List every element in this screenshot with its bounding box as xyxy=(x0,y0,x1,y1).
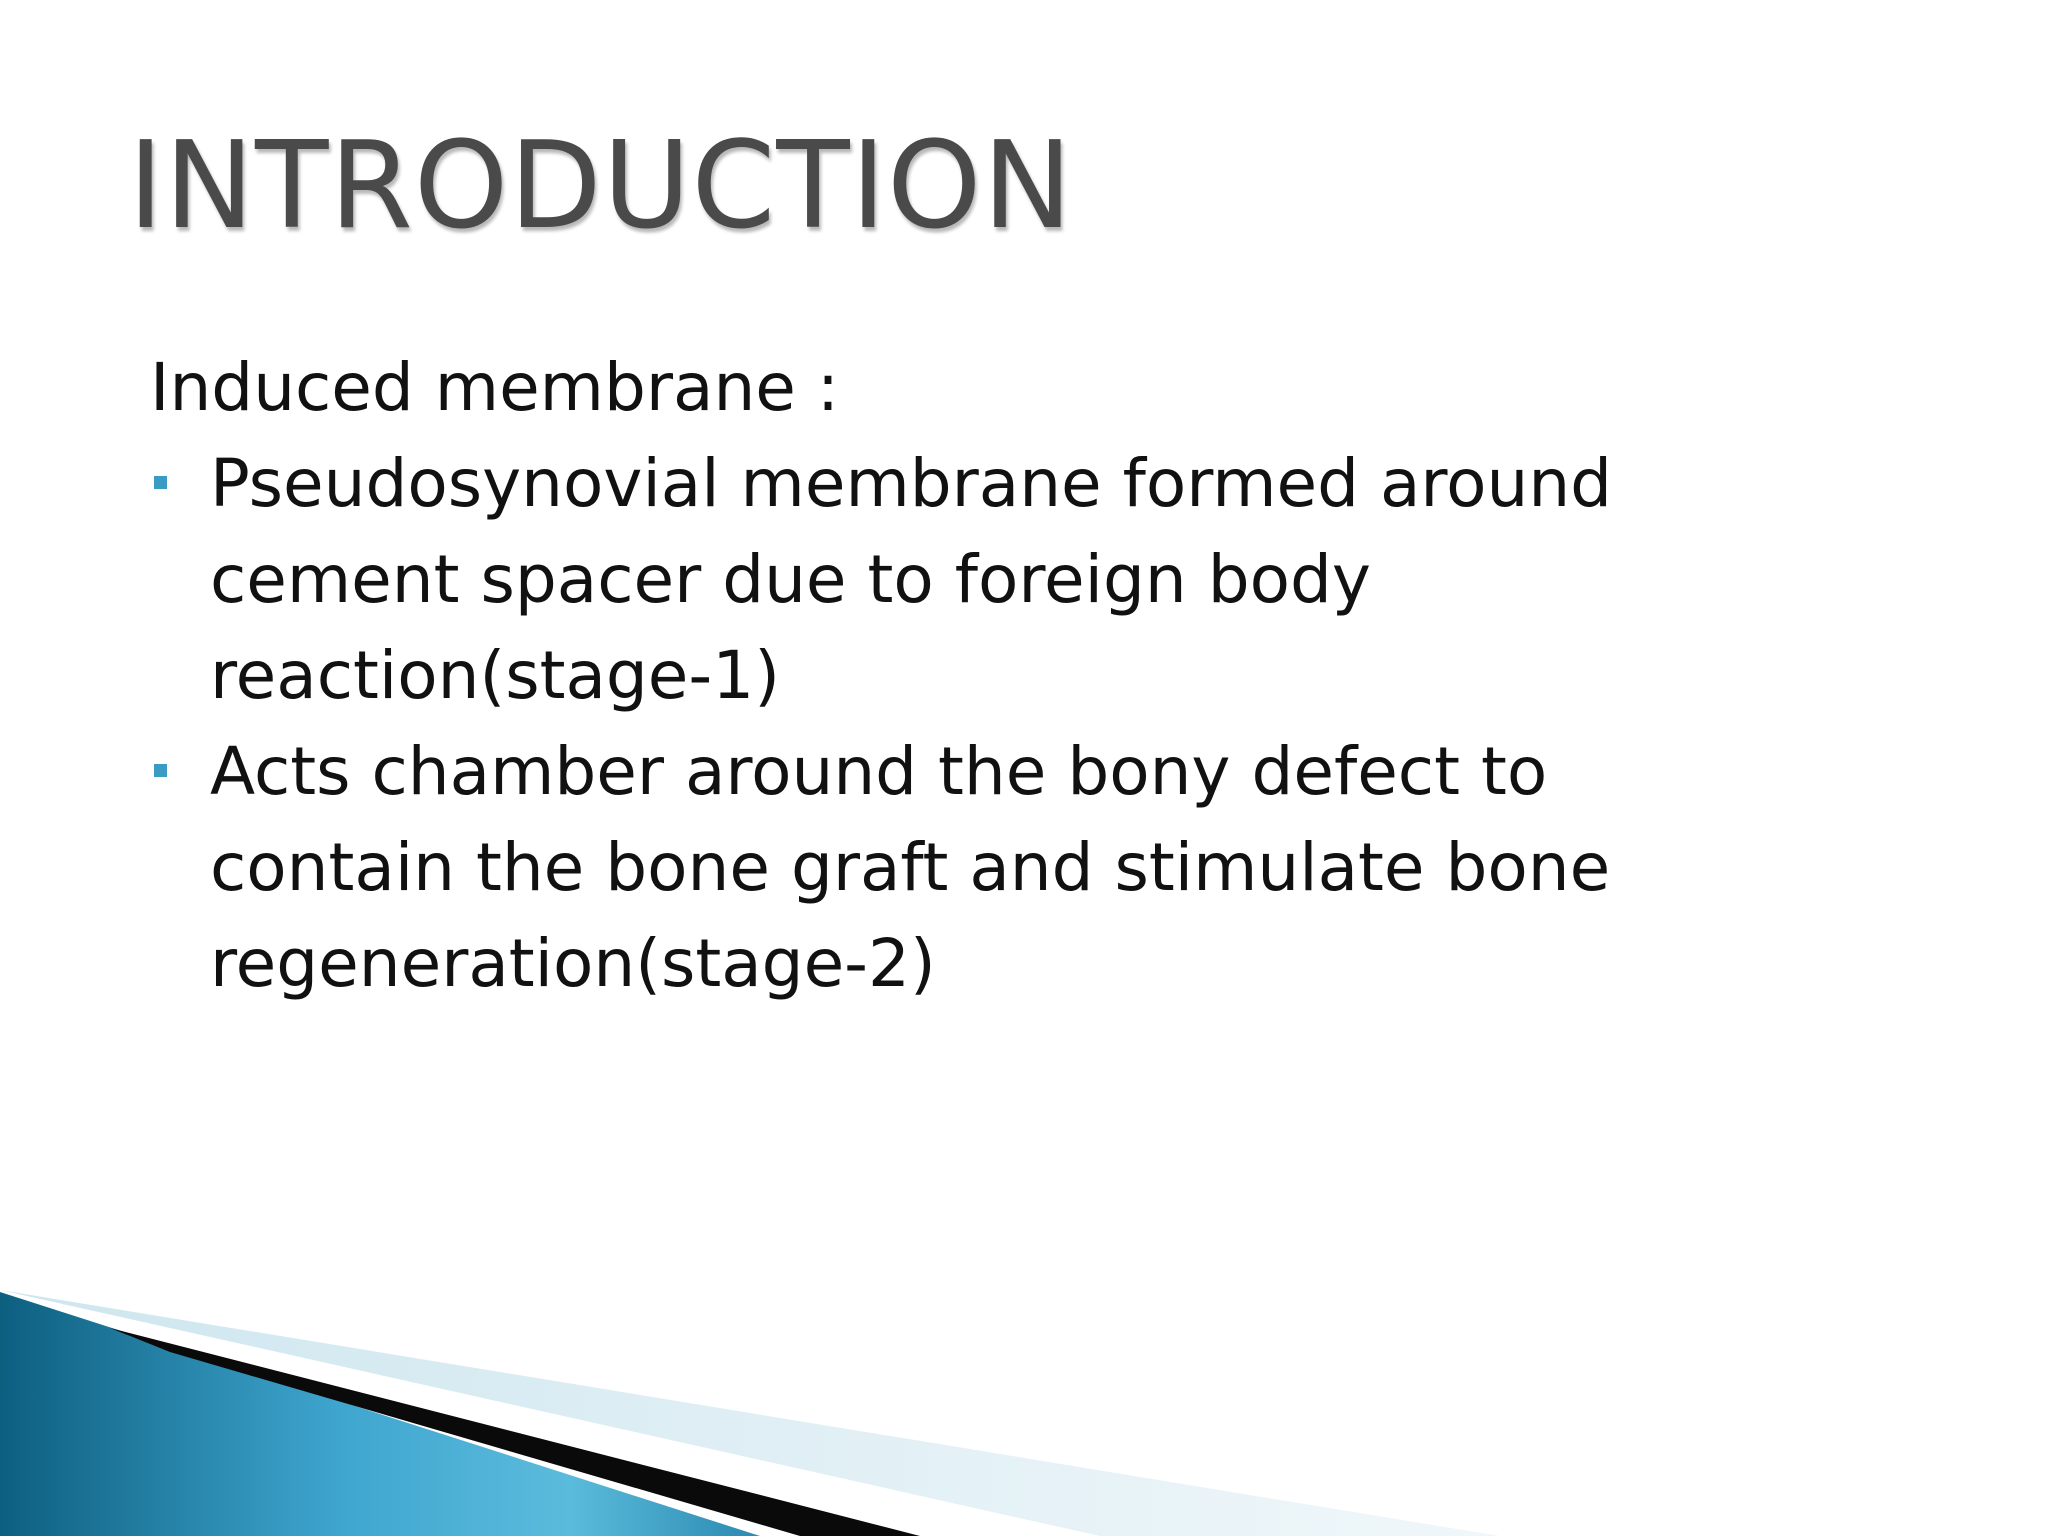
decor-black-stripe xyxy=(110,1328,920,1536)
decor-pale-wedge xyxy=(0,1290,1500,1536)
slide-title: INTRODUCTION xyxy=(128,117,1074,256)
square-bullet-icon xyxy=(154,476,167,489)
bullet-text: Acts chamber around the bony defect to contain the bone graft and stimulate bone regeneration(stage-2) xyxy=(210,733,1611,1002)
bullet-item xyxy=(150,436,1950,724)
intro-line: Induced membrane : xyxy=(150,349,840,426)
bullet-list xyxy=(150,436,1950,1012)
bullet-text: Pseudosynovial membrane formed around cement spacer due to foreign body reaction(stage-1) xyxy=(210,445,1613,714)
square-bullet-icon xyxy=(154,764,167,777)
bullet-item xyxy=(150,724,1950,1012)
decor-blue-wedge xyxy=(0,1292,760,1536)
slide-body xyxy=(150,340,1950,1012)
